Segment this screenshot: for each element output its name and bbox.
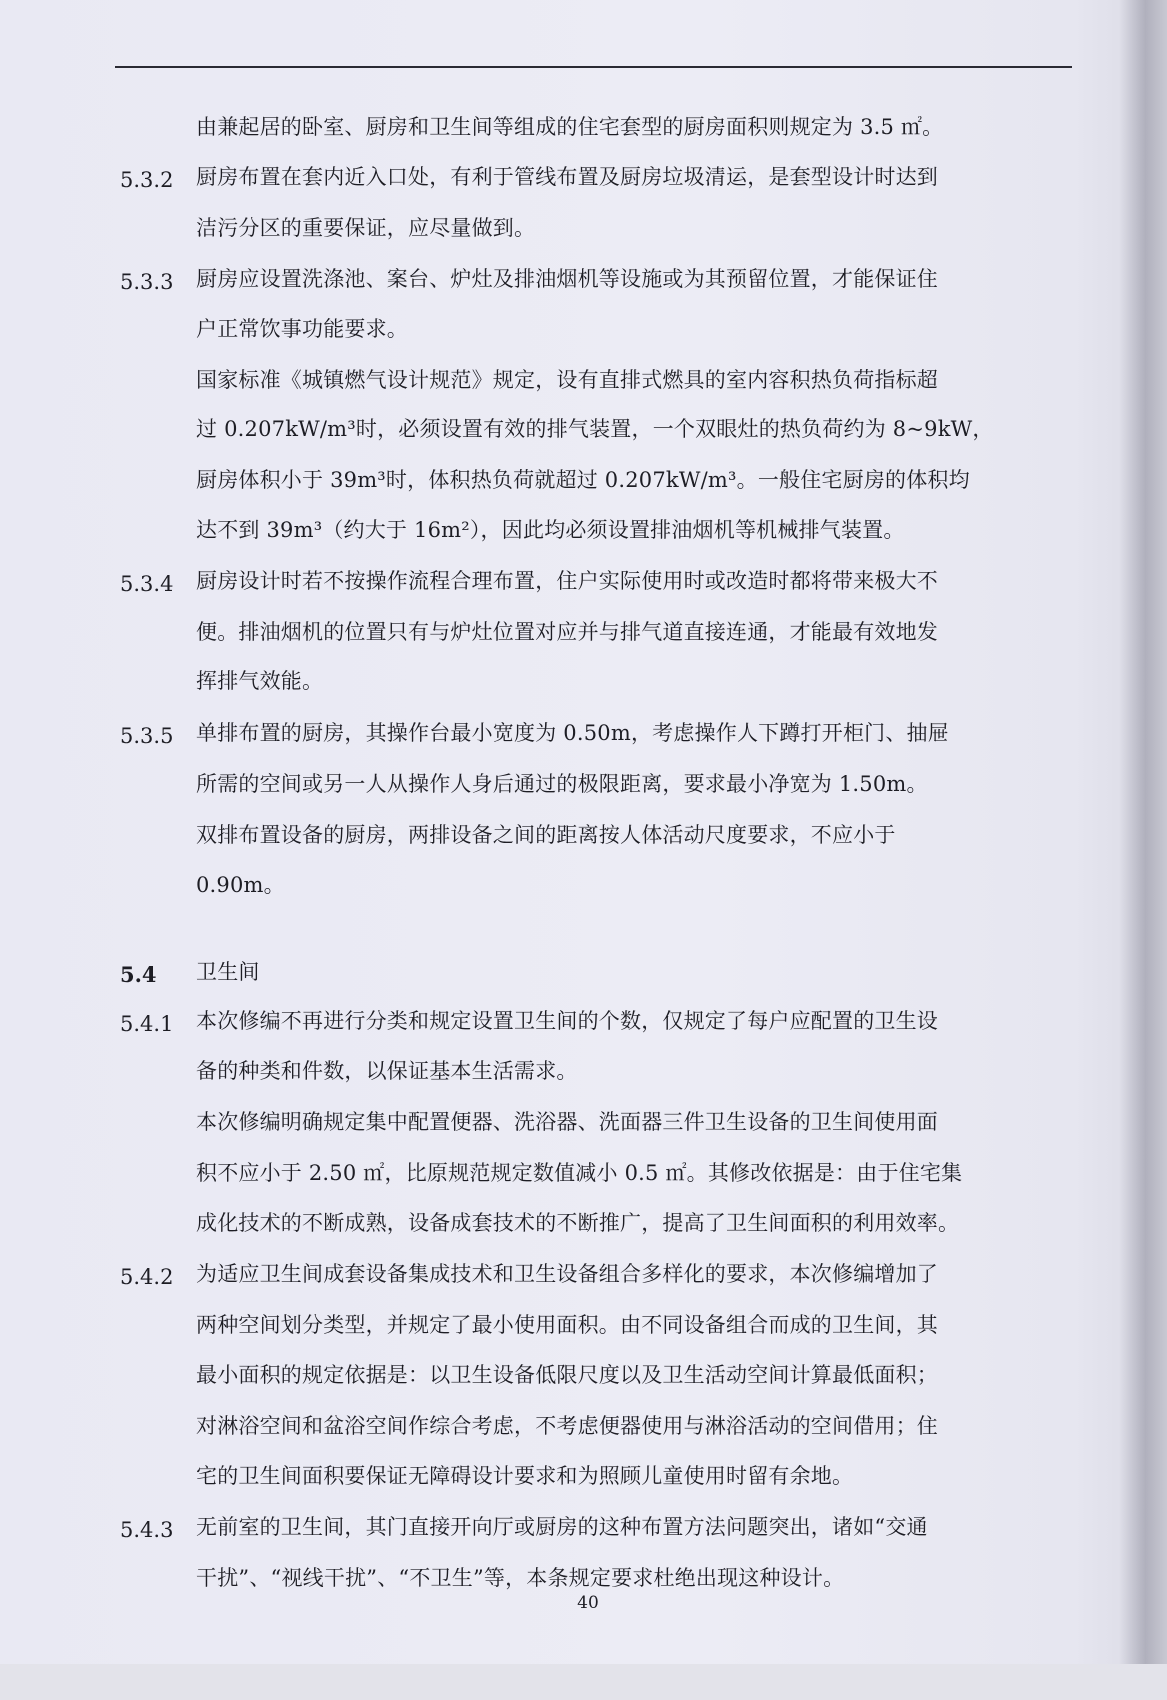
- page-number: 40: [577, 1593, 599, 1613]
- clause-number: 5.3.2: [120, 168, 174, 192]
- text-line: 最小面积的规定依据是：以卫生设备低限尺度以及卫生活动空间计算最低面积；: [196, 1363, 938, 1387]
- text-line: 挥排气效能。: [196, 669, 324, 693]
- section-title: 卫生间: [196, 960, 260, 984]
- text-line: 成化技术的不断成熟，设备成套技术的不断推广，提高了卫生间面积的利用效率。: [196, 1211, 960, 1235]
- text-line: 洁污分区的重要保证，应尽量做到。: [196, 216, 536, 240]
- clause-number: 5.3.5: [120, 724, 174, 748]
- text-line: 两种空间划分类型，并规定了最小使用面积。由不同设备组合而成的卫生间，其: [196, 1313, 938, 1337]
- text-line: 户正常饮事功能要求。: [196, 317, 408, 341]
- text-line: 厨房布置在套内近入口处，有利于管线布置及厨房垃圾清运，是套型设计时达到: [196, 165, 938, 189]
- section-number: 5.4: [120, 962, 157, 987]
- text-line: 无前室的卫生间，其门直接开向厅或厨房的这种布置方法问题突出，诸如“交通: [196, 1515, 928, 1539]
- clause-number: 5.4.2: [120, 1265, 174, 1289]
- header-rule: [115, 66, 1072, 68]
- text-line: 对淋浴空间和盆浴空间作综合考虑，不考虑便器使用与淋浴活动的空间借用；住: [196, 1414, 938, 1438]
- clause-number: 5.3.4: [120, 572, 174, 596]
- text-line: 达不到 39m³（约大于 16m²），因此均必须设置排油烟机等机械排气装置。: [196, 518, 905, 542]
- text-line: 本次修编明确规定集中配置便器、洗浴器、洗面器三件卫生设备的卫生间使用面: [196, 1110, 938, 1134]
- binding-shadow: [1119, 0, 1167, 1700]
- text-line: 备的种类和件数，以保证基本生活需求。: [196, 1059, 578, 1083]
- scanner-bottom-band: [0, 1664, 1167, 1700]
- text-line: 厨房体积小于 39m³时，体积热负荷就超过 0.207kW/m³。一般住宅厨房的体积均: [196, 468, 970, 492]
- text-line: 积不应小于 2.50 ㎡，比原规范规定数值减小 0.5 ㎡。其修改依据是：由于住宅集: [196, 1161, 963, 1185]
- text-line: 宅的卫生间面积要保证无障碍设计要求和为照顾儿童使用时留有余地。: [196, 1464, 854, 1488]
- text-line: 由兼起居的卧室、厨房和卫生间等组成的住宅套型的厨房面积则规定为 3.5 ㎡。: [196, 115, 944, 139]
- clause-number: 5.3.3: [120, 270, 174, 294]
- text-line: 双排布置设备的厨房，两排设备之间的距离按人体活动尺度要求，不应小于: [196, 823, 896, 847]
- clause-number: 5.4.1: [120, 1012, 174, 1036]
- text-line: 厨房设计时若不按操作流程合理布置，住户实际使用时或改造时都将带来极大不: [196, 569, 938, 593]
- text-line: 便。排油烟机的位置只有与炉灶位置对应并与排气道直接连通，才能最有效地发: [196, 620, 938, 644]
- text-line: 单排布置的厨房，其操作台最小宽度为 0.50m，考虑操作人下蹲打开柜门、抽屉: [196, 721, 949, 745]
- text-line: 为适应卫生间成套设备集成技术和卫生设备组合多样化的要求，本次修编增加了: [196, 1262, 938, 1286]
- text-line: 本次修编不再进行分类和规定设置卫生间的个数，仅规定了每户应配置的卫生设: [196, 1009, 938, 1033]
- clause-number: 5.4.3: [120, 1518, 174, 1542]
- text-line: 过 0.207kW/m³时，必须设置有效的排气装置，一个双眼灶的热负荷约为 8~9kW，: [196, 417, 994, 441]
- text-line: 所需的空间或另一人从操作人身后通过的极限距离，要求最小净宽为 1.50m。: [196, 772, 928, 796]
- text-line: 厨房应设置洗涤池、案台、炉灶及排油烟机等设施或为其预留位置，才能保证住: [196, 267, 938, 291]
- text-line: 国家标准《城镇燃气设计规范》规定，设有直排式燃具的室内容积热负荷指标超: [196, 368, 938, 392]
- text-line: 0.90m。: [196, 873, 285, 897]
- text-line: 干扰”、“视线干扰”、“不卫生”等，本条规定要求杜绝出现这种设计。: [196, 1566, 845, 1590]
